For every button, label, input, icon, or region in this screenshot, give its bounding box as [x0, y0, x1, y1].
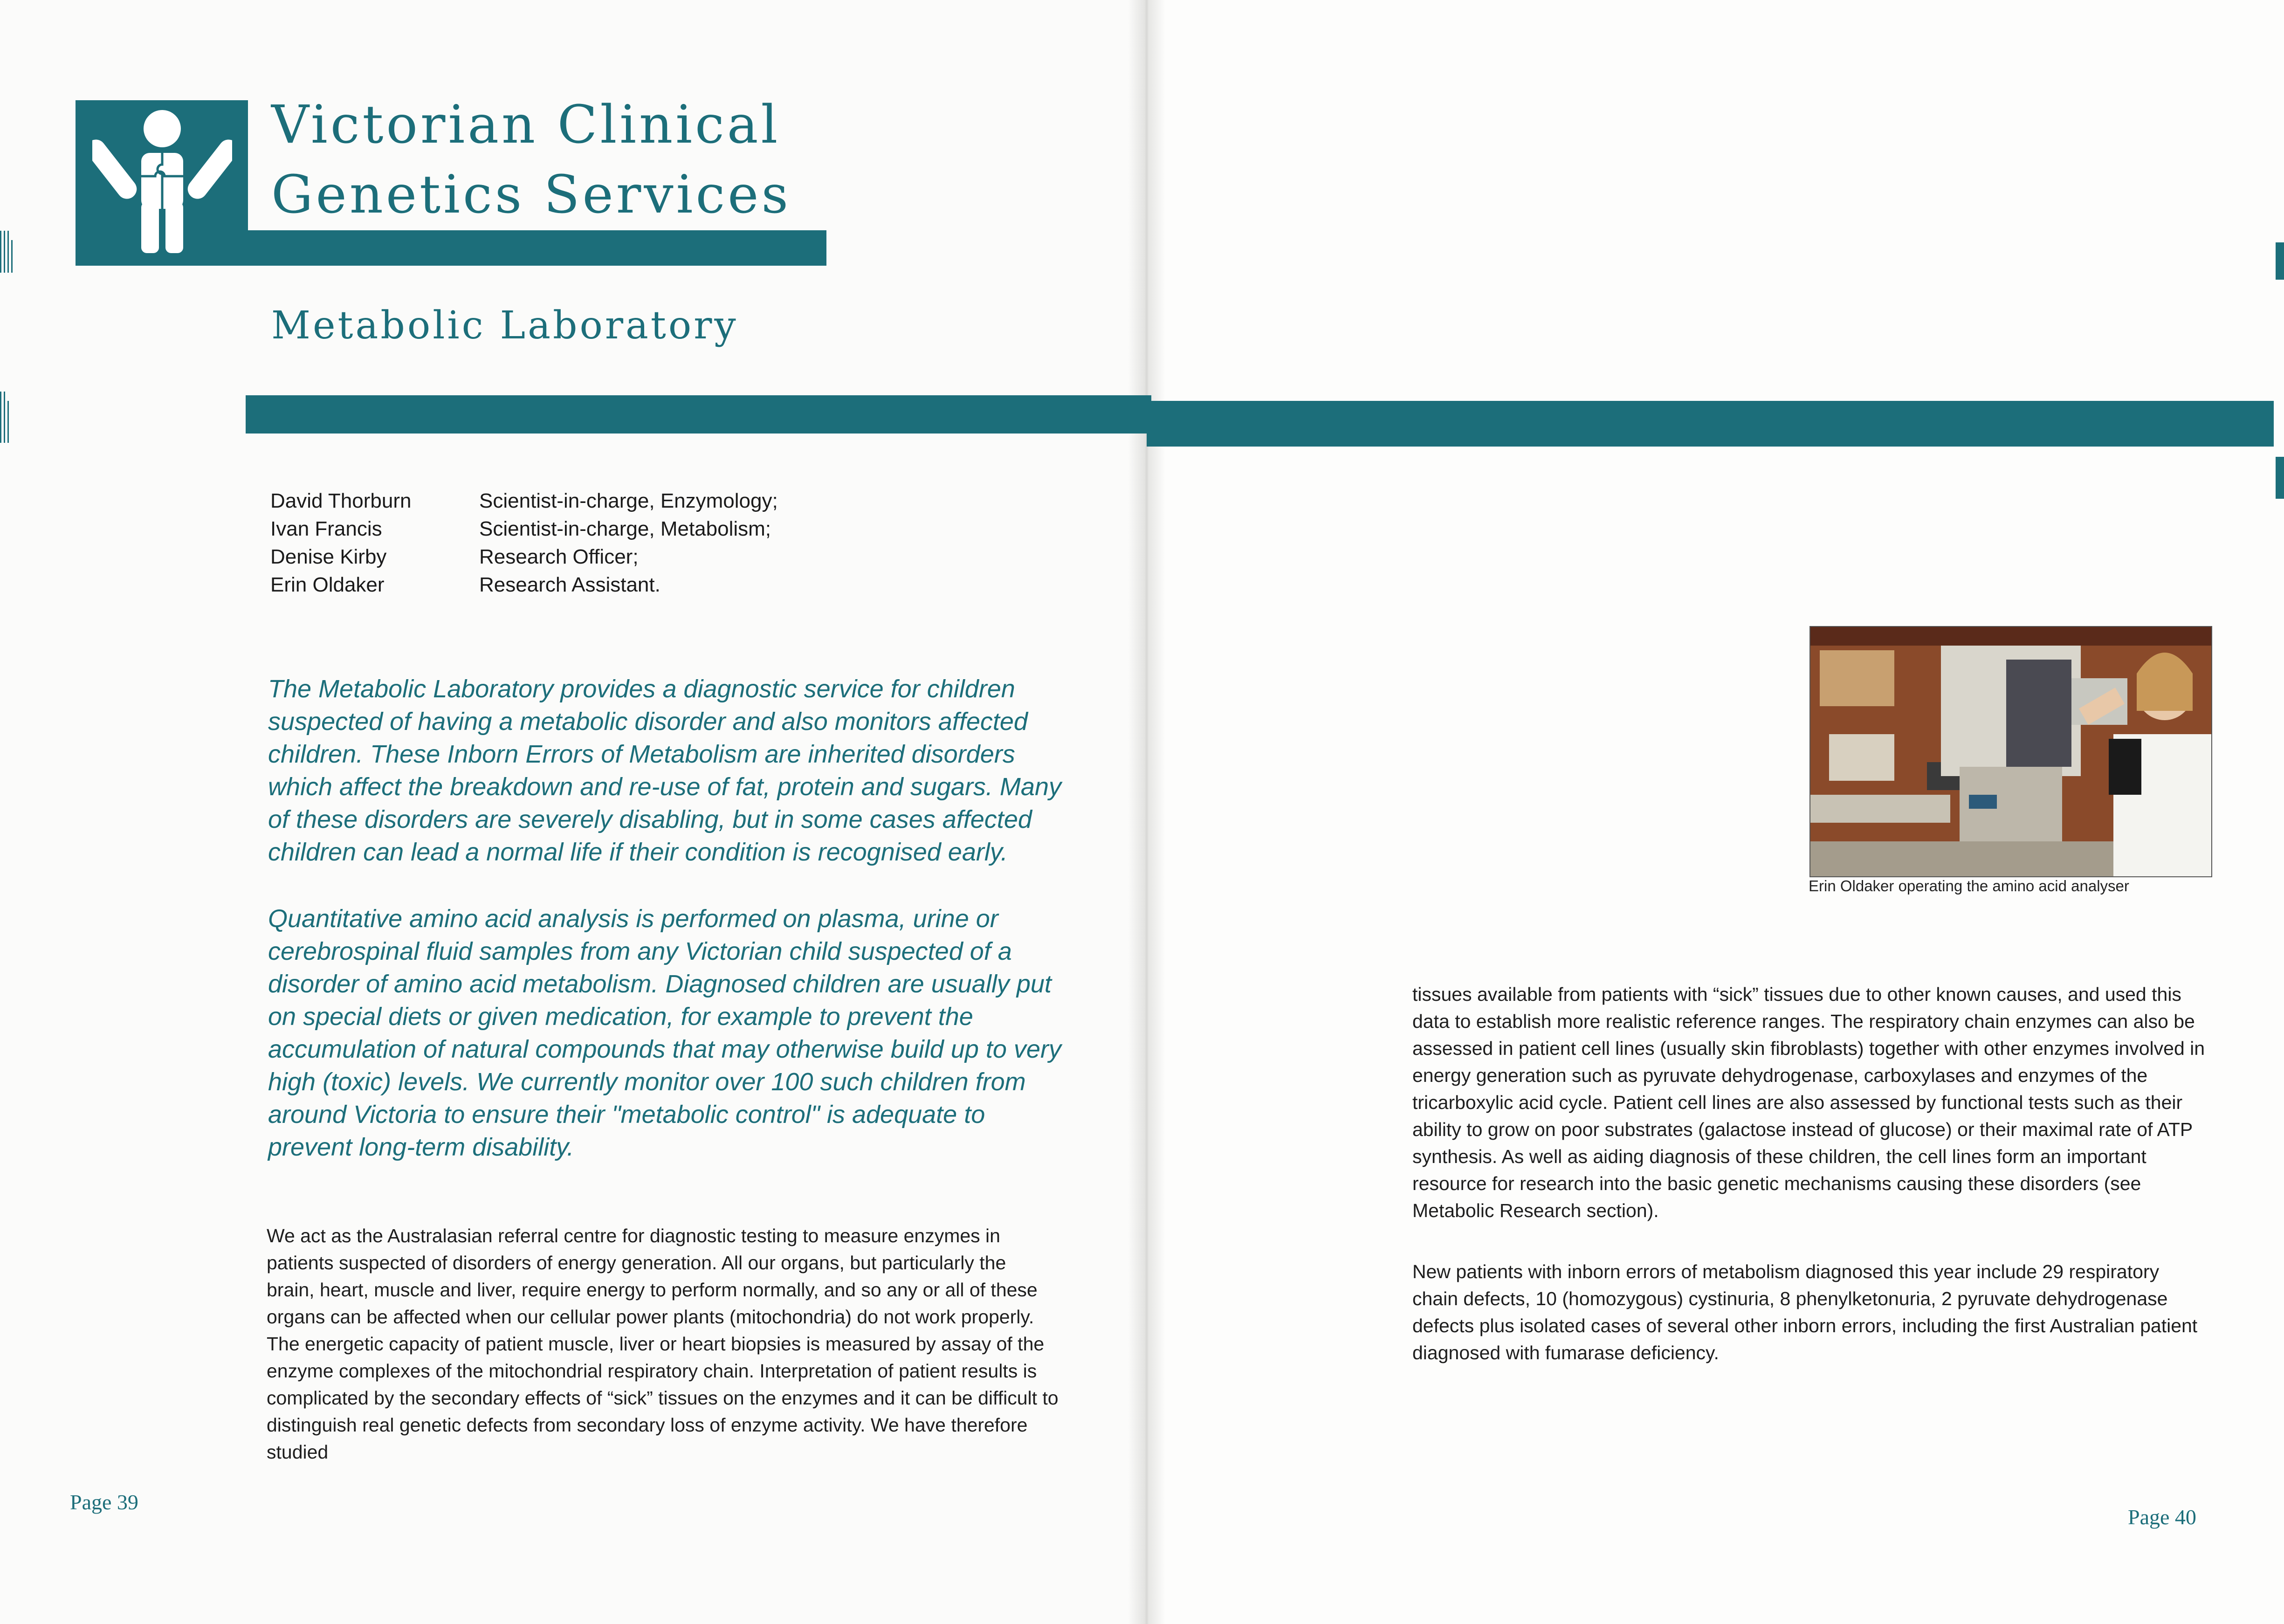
person-puzzle-logo-icon — [92, 106, 232, 255]
lab-photo — [1809, 626, 2212, 877]
edge-mark-right — [2276, 242, 2284, 280]
body-paragraph-right-1: tissues available from patients with “sick” tissues due to other known causes, and used this data to establish more realistic reference ranges. The respiratory chain enzymes can also be assessed in patient cell lines (usually skin fibroblasts) together with other enzymes involved in energy generation such as pyruvate dehydrogenase, carboxylases and enzymes of the tricarboxylic acid cycle. Patient cell lines are also assessed by functional tests such as their ability to grow on poor substrates (galactose instead of glucose) or their maximal rate of ATP synthesis. As well as aiding diagnosis of these children, the cell lines form an important resource for research into the basic genetic mechanisms causing these disorders (see Metabolic Research section). — [1412, 984, 2205, 1221]
edge-mark-right — [2276, 457, 2284, 499]
intro-paragraph-1: The Metabolic Laboratory provides a diagnostic service for children suspected of having a metabolic disorder and also monitors affected children. These Inborn Errors of Metabolism are inherited disorders which affect the breakdown and re-use of fat, protein and sugars. Many of these disorders are severely disabling, but in some cases affected children can lead a normal life if their condition is recognised early. — [268, 675, 1061, 866]
staff-name: Denise Kirby — [270, 545, 387, 568]
edge-marks — [0, 231, 19, 273]
staff-role: Research Officer; — [479, 545, 639, 568]
staff-role: Scientist-in-charge, Enzymology; — [479, 489, 778, 512]
staff-names — [270, 487, 411, 599]
body-paragraph-left: We act as the Australasian referral centre for diagnostic testing to measure enzymes in patients suspected of disorders of energy generation. All our organs, but particularly the brain, heart, muscle and liver, require energy to perform normally, and so any or all of these organs can be affected when our cellular power plants (mitochondria) do not work properly. The energetic capacity of patient muscle, liver or heart biopsies is measured by assay of the enzyme complexes of the mitochondrial respiratory chain. Interpretation of patient results is complicated by the secondary effects of “sick” tissues on the enzymes and it can be difficult to distinguish real genetic defects from secondary loss of enzyme activity. We have therefore studied — [267, 1225, 1059, 1463]
staff-role: Research Assistant. — [479, 573, 660, 596]
page-number-left: Page 39 — [70, 1490, 138, 1514]
staff-name: David Thorburn — [270, 489, 412, 512]
header-band-right — [1147, 401, 2274, 447]
staff-name: Erin Oldaker — [270, 573, 385, 596]
logo-bar — [247, 230, 826, 266]
photo-caption: Erin Oldaker operating the amino acid analyser — [1809, 877, 2129, 895]
intro-paragraph-2: Quantitative amino acid analysis is performed on plasma, urine or cerebrospinal fluid samples from any Victorian child suspected of a disorder of amino acid metabolism. Diagnosed children are usually put on special diets or given medication, for example to prevent the accumulation of natural compounds that may otherwise build up to very high (toxic) levels. We currently monitor over 100 such children from around Victoria to ensure their "metabolic control" is adequate to prevent long-term disability. — [268, 905, 1061, 1161]
book-gutter — [1128, 0, 1165, 1624]
staff-name: Ivan Francis — [270, 517, 382, 540]
section-title: Metabolic Laboratory — [271, 303, 738, 348]
edge-marks — [0, 392, 19, 443]
org-name-line2: Genetics Services — [271, 165, 791, 225]
org-name-line1: Victorian Clinical — [271, 95, 781, 155]
page-number-right: Page 40 — [2128, 1505, 2196, 1529]
header-band-left — [246, 395, 1151, 434]
lab-photo-icon — [1810, 627, 2211, 876]
staff-role: Scientist-in-charge, Metabolism; — [479, 517, 771, 540]
staff-roles — [479, 487, 778, 599]
body-paragraph-right-2: New patients with inborn errors of metabolism diagnosed this year include 29 respiratory chain defects, 10 (homozygous) cystinuria, 8 phenylketonuria, 2 pyruvate dehydrogenase defects plus isolated cases of several other inborn errors, including the first Australian patient diagnosed with fumarase deficiency. — [1412, 1261, 2198, 1363]
